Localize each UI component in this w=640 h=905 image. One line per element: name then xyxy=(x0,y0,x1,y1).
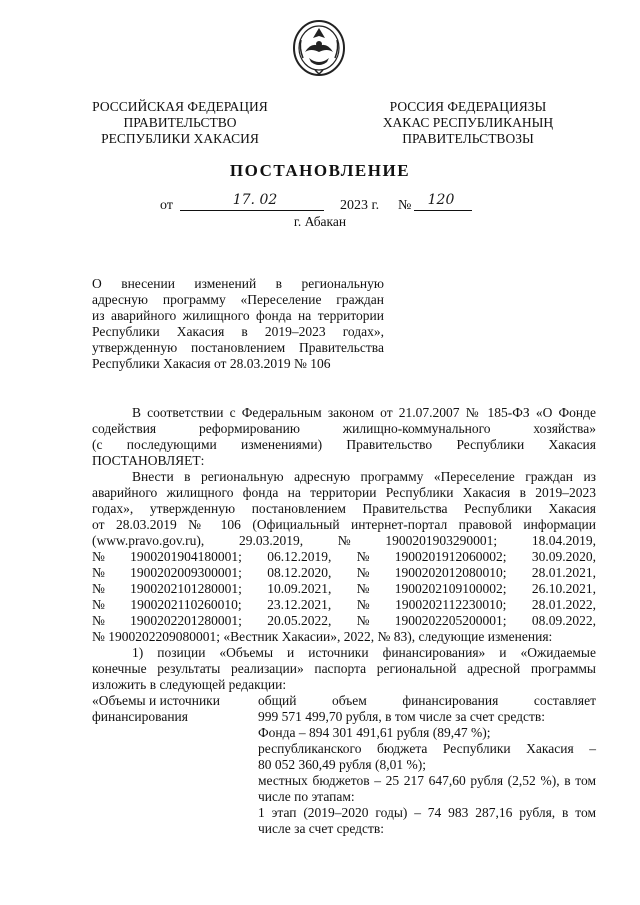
subject-line: из аварийного жилищного фонда на территории xyxy=(92,308,384,323)
number-sign: № xyxy=(398,198,412,213)
registry-cell: № xyxy=(92,581,105,596)
registry-row xyxy=(92,613,596,629)
header-right-line: ХАКАС РЕСПУБЛИКАНЫҢ xyxy=(382,115,554,130)
registry-cell: № xyxy=(356,581,370,596)
registry-cell: № xyxy=(92,549,105,564)
item-line: конечные результаты реализации» паспорта региональной адресной программы xyxy=(92,661,596,676)
registry-cell: 30.09.2020, xyxy=(531,549,596,564)
paragraph-1 xyxy=(92,469,596,533)
registry-cell: 18.04.2019, xyxy=(531,533,596,548)
table-value-line: местных бюджетов – 25 217 647,60 рубля (2,52 %), в том xyxy=(258,773,596,788)
number-handwritten: 120 xyxy=(427,192,455,208)
registry-cell: (www.pravo.gov.ru), xyxy=(92,533,205,548)
registry-cell: № xyxy=(337,533,351,548)
subject-block xyxy=(92,276,384,372)
date-handwritten: 17. 02 xyxy=(232,192,278,208)
item-line: 1) позиции «Объемы и источники финансирования» и «Ожидаемые xyxy=(132,645,596,660)
registry-cell: № xyxy=(356,549,370,564)
table-value-line: 999 571 499,70 рубля, в том числе за счет средств: xyxy=(258,709,546,724)
date-year: 2023 г. xyxy=(340,198,380,213)
table-value-line: числе по этапам: xyxy=(258,789,355,804)
registry-cell: № xyxy=(92,565,105,580)
table-value-line: республиканского бюджета Республики Хакасия – xyxy=(258,741,596,756)
table-value-line: 80 052 360,49 рубля (8,01 %); xyxy=(258,757,426,772)
registry-row xyxy=(92,597,596,613)
header-right xyxy=(368,99,568,147)
registry-cell: 1900202012080010; xyxy=(394,565,507,580)
table-values xyxy=(258,693,596,837)
registry-cell: 1900202205200001; xyxy=(394,613,507,628)
registry-cell: 08.12.2020, xyxy=(267,565,332,580)
item-line: изложить в следующей редакции: xyxy=(92,677,287,692)
registry-cell: 23.12.2021, xyxy=(267,597,332,612)
registry-cell: 1900202112230010; xyxy=(395,597,507,612)
city: г. Абакан xyxy=(293,214,347,229)
registry-last-line: № 1900202209080001; «Вестник Хакасии», 2022, № 83), следующие изменения: xyxy=(92,629,553,644)
registry-cell: 26.10.2021, xyxy=(531,581,596,596)
date-prefix: от xyxy=(160,198,173,213)
registry-block xyxy=(92,533,596,645)
subject-line: О внесении изменений в региональную xyxy=(92,276,384,291)
registry-cell: № xyxy=(356,597,370,612)
registry-cell: № xyxy=(92,613,105,628)
paragraph-line: от 28.03.2019 № 106 (Официальный интернет-портал правовой информации xyxy=(92,517,596,532)
registry-cell: № xyxy=(356,613,370,628)
registry-cell: 1900201903290001; xyxy=(385,533,498,548)
registry-cell: 1900202101280001; xyxy=(130,581,242,596)
preamble-line: (с последующими изменениями) Правительство Республики Хакасия xyxy=(92,437,596,452)
registry-row xyxy=(92,565,596,581)
header-right-line: ПРАВИТЕЛЬСТВОЗЫ xyxy=(402,131,534,146)
header-left-line: РОССИЙСКАЯ ФЕДЕРАЦИЯ xyxy=(92,99,268,114)
header-left-line: РЕСПУБЛИКИ ХАКАСИЯ xyxy=(101,131,259,146)
document-title: ПОСТАНОВЛЕНИЕ xyxy=(229,161,411,180)
table-label xyxy=(92,693,252,725)
preamble xyxy=(92,405,596,469)
table-value-line: числе за счет средств: xyxy=(258,821,385,836)
subject-line: адресную программу «Переселение граждан xyxy=(92,292,384,307)
subject-line: Республики Хакасия от 28.03.2019 № 106 xyxy=(92,356,331,371)
registry-cell: № xyxy=(356,565,370,580)
registry-cell: 1900202009300001; xyxy=(130,565,242,580)
header-left xyxy=(80,99,280,147)
registry-cell: 06.12.2019, xyxy=(267,549,332,564)
registry-cell: 1900202201280001; xyxy=(130,613,242,628)
registry-cell: № xyxy=(92,597,105,612)
preamble-line: В соответствии с Федеральным законом от 21.07.2007 № 185-ФЗ «О Фонде xyxy=(132,405,596,420)
table-label-line: финансирования xyxy=(92,709,188,724)
paragraph-line: аварийного жилищного фонда на территории Республики Хакасия в 2019–2023 xyxy=(92,485,596,500)
registry-row xyxy=(92,533,596,549)
table-value-line: общий объем финансирования составляет xyxy=(258,693,596,708)
header-left-line: ПРАВИТЕЛЬСТВО xyxy=(123,115,237,130)
item-1 xyxy=(92,645,596,693)
registry-row xyxy=(92,581,596,597)
registry-cell: 20.05.2022, xyxy=(267,613,332,628)
registry-cell: 08.09.2022, xyxy=(531,613,596,628)
header-right-line: РОССИЯ ФЕДЕРАЦИЯЗЫ xyxy=(389,99,547,114)
registry-cell: 1900202110260010; xyxy=(130,597,242,612)
registry-cell: 10.09.2021, xyxy=(267,581,332,596)
coat-of-arms-emblem xyxy=(291,18,347,78)
registry-cell: 1900201912060002; xyxy=(394,549,507,564)
paragraph-line: Внести в региональную адресную программу «Переселение граждан из xyxy=(132,469,596,484)
registry-cell: 1900201904180001; xyxy=(130,549,242,564)
registry-row xyxy=(92,549,596,565)
date-line xyxy=(0,192,640,216)
subject-line: утвержденную постановлением Правительства xyxy=(92,340,384,355)
subject-line: Республики Хакасия в 2019–2023 годах», xyxy=(92,324,384,339)
registry-cell: 28.01.2022, xyxy=(531,597,596,612)
table-value-line: 1 этап (2019–2020 годы) – 74 983 287,16 рубля, в том xyxy=(258,805,596,820)
registry-cell: 29.03.2019, xyxy=(238,533,304,548)
registry-cell: 1900202109100002; xyxy=(394,581,507,596)
table-value-line: Фонда – 894 301 491,61 рубля (89,47 %); xyxy=(258,725,491,740)
preamble-line: ПОСТАНОВЛЯЕТ: xyxy=(92,453,205,468)
registry-cell: 28.01.2021, xyxy=(531,565,596,580)
preamble-line: содействия реформированию жилищно-коммунального хозяйства» xyxy=(92,421,596,436)
paragraph-line: годах», утвержденную постановлением Правительства Республики Хакасия xyxy=(92,501,596,516)
table-label-line: «Объемы и источники xyxy=(92,693,220,708)
